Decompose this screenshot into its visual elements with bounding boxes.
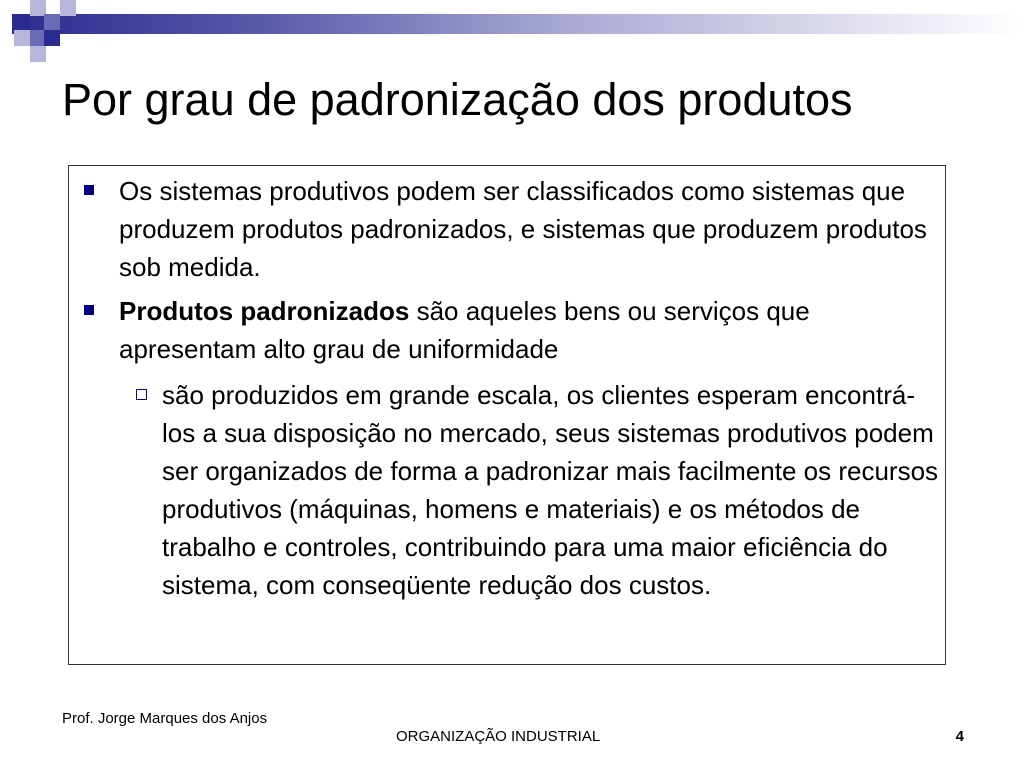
decor-square-light-2 <box>60 0 76 16</box>
decor-square-dark-1 <box>14 14 30 30</box>
bullet-text-2 <box>119 292 939 368</box>
bullet-text-1-body: Os sistemas produtivos podem ser classificados como sistemas que produzem produtos padronizados, e sistemas que produzem produtos sob medida. <box>119 176 927 282</box>
slide-title: Por grau de padronização dos produtos <box>62 74 853 125</box>
square-bullet-icon <box>84 305 94 315</box>
square-bullet-icon <box>84 185 94 195</box>
bullet-text-3 <box>162 376 946 604</box>
header-gradient-bar <box>12 14 1022 34</box>
footer-author: Prof. Jorge Marques dos Anjos <box>62 710 268 727</box>
decor-square-light-4 <box>30 46 46 62</box>
footer-course: ORGANIZAÇÃO INDUSTRIAL <box>396 728 601 745</box>
bullet-text-1 <box>119 172 939 286</box>
footer-page-number: 4 <box>955 728 964 745</box>
decor-square-dark-2 <box>44 30 60 46</box>
bullet-text-3-body: são produzidos em grande escala, os clientes esperam encontrá-los a sua disposição no mercado, seus sistemas produtivos podem ser organizados de forma a padronizar mais facilmente os recursos produtivos (máquinas, homens e materiais) e os métodos de trabalho e controles, contribuindo para uma maior eficiência do sistema, com conseqüente redução dos custos. <box>162 380 939 600</box>
decor-square-light-3 <box>14 30 30 46</box>
content-box <box>68 165 946 665</box>
hollow-square-bullet-icon <box>136 389 147 400</box>
bullet-text-2-body: são aqueles bens ou serviços que apresentam alto grau de uniformidade <box>119 296 810 364</box>
bullet-text-2-bold: Produtos padronizados <box>119 296 410 326</box>
decor-square-mid-1 <box>44 14 60 30</box>
